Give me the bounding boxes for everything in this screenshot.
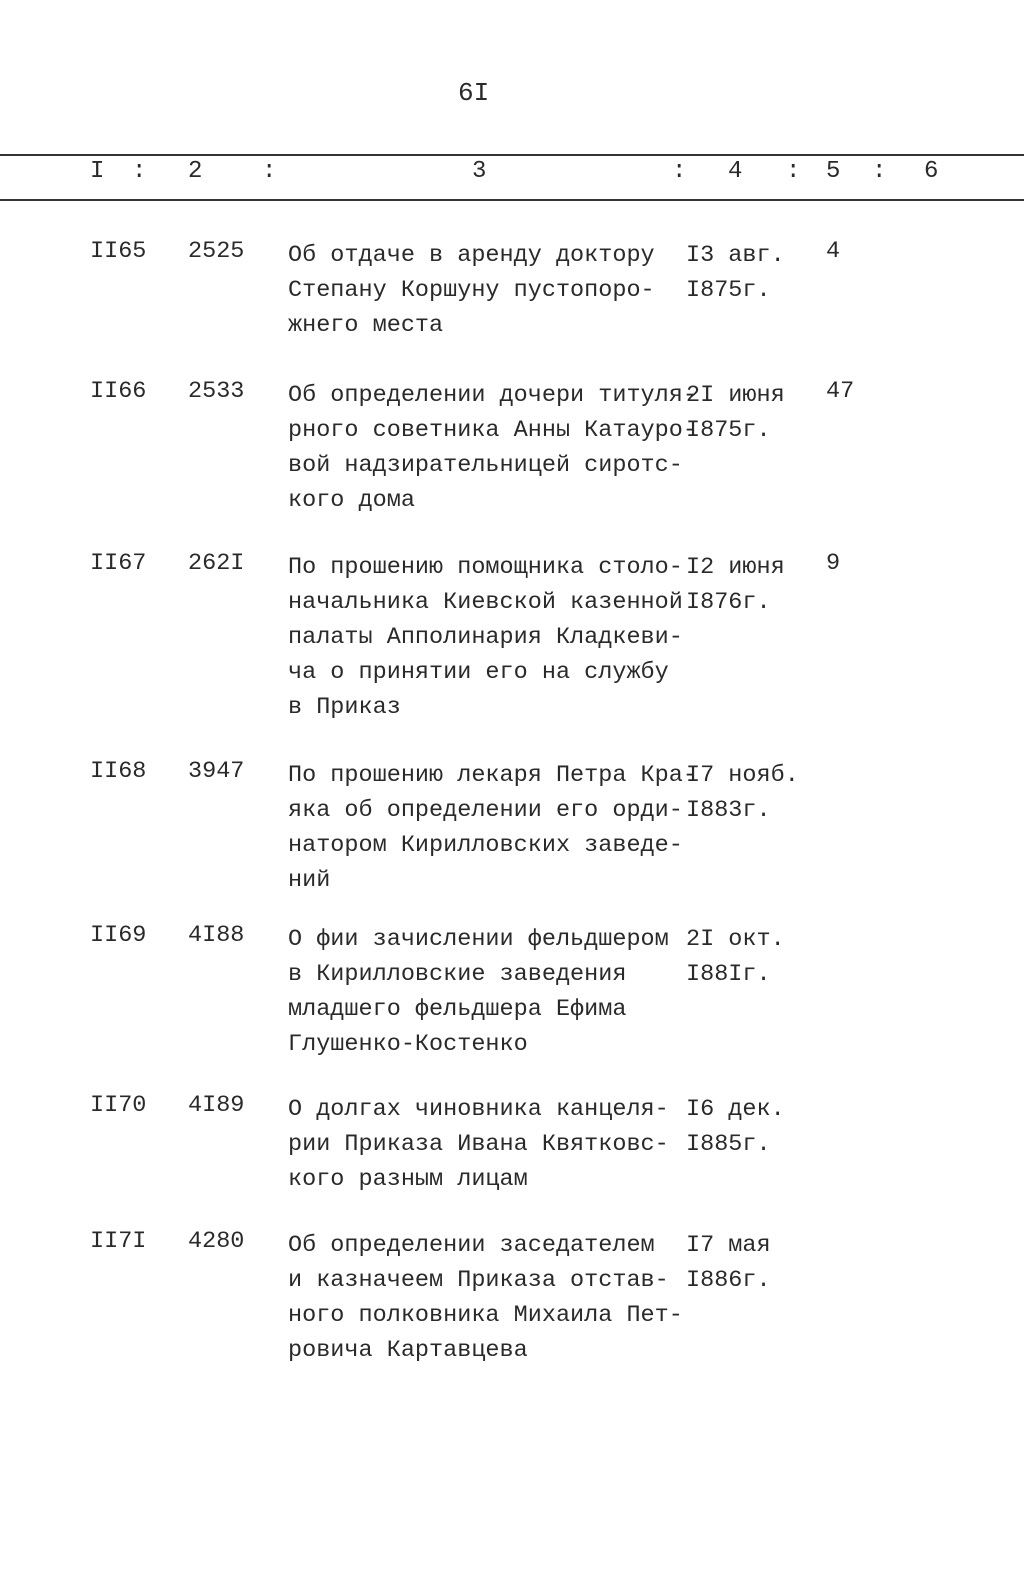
sheet-count: 47 (826, 378, 855, 405)
header-top-rule (0, 154, 1024, 156)
header-col-1: I (90, 158, 105, 185)
case-title (288, 1228, 683, 1368)
case-number: 4280 (188, 1228, 245, 1255)
item-number: II66 (90, 378, 147, 405)
header-col-2: 2 (188, 158, 203, 185)
title-line: вой надзирательницей сиротс- (288, 452, 683, 479)
title-line: натором Кирилловских заведе- (288, 832, 683, 859)
case-date (686, 238, 785, 308)
item-number: II68 (90, 758, 147, 785)
case-title (288, 922, 669, 1062)
title-line: кого разным лицам (288, 1166, 528, 1193)
header-col-6: 6 (924, 158, 939, 185)
case-date (686, 758, 799, 828)
date-line: 2I июня (686, 382, 785, 409)
title-line: палаты Апполинария Кладкеви- (288, 624, 683, 651)
case-title (288, 758, 697, 898)
date-line: I7 нояб. (686, 762, 799, 789)
date-line: I876г. (686, 589, 771, 616)
title-line: Об отдаче в аренду доктору (288, 242, 655, 269)
case-title (288, 1092, 669, 1197)
date-line: I883г. (686, 797, 771, 824)
case-title (288, 238, 655, 343)
date-line: I875г. (686, 417, 771, 444)
case-number: 4I89 (188, 1092, 245, 1119)
case-number: 4I88 (188, 922, 245, 949)
header-col-4: 4 (728, 158, 743, 185)
title-line: ровича Картавцева (288, 1337, 528, 1364)
header-sep: : (132, 158, 147, 185)
date-line: I886г. (686, 1267, 771, 1294)
title-line: рного советника Анны Катауро- (288, 417, 697, 444)
title-line: ча о принятии его на службу (288, 659, 669, 686)
title-line: Глушенко-Костенко (288, 1031, 528, 1058)
title-line: По прошению лекаря Петра Кра- (288, 762, 697, 789)
date-line: I7 мая (686, 1232, 771, 1259)
case-date (686, 1092, 785, 1162)
title-line: По прошению помощника столо- (288, 554, 683, 581)
title-line: яка об определении его орди- (288, 797, 683, 824)
header-col-3: 3 (472, 158, 487, 185)
item-number: II67 (90, 550, 147, 577)
case-title (288, 550, 683, 725)
date-line: 2I окт. (686, 926, 785, 953)
title-line: в Кирилловские заведения (288, 961, 627, 988)
title-line: в Приказ (288, 694, 401, 721)
date-line: I3 авг. (686, 242, 785, 269)
header-sep: : (262, 158, 277, 185)
page-number: 6I (458, 78, 490, 108)
title-line: младшего фельдшера Ефима (288, 996, 627, 1023)
case-date (686, 550, 785, 620)
title-line: ний (288, 867, 331, 894)
title-line: кого дома (288, 487, 415, 514)
item-number: II7I (90, 1228, 147, 1255)
header-sep: : (872, 158, 887, 185)
item-number: II70 (90, 1092, 147, 1119)
date-line: I875г. (686, 277, 771, 304)
title-line: Об определении заседателем (288, 1232, 655, 1259)
case-date (686, 378, 785, 448)
case-number: 262I (188, 550, 245, 577)
header-bottom-rule (0, 199, 1024, 201)
item-number: II65 (90, 238, 147, 265)
title-line: начальника Киевской казенной (288, 589, 683, 616)
case-number: 3947 (188, 758, 245, 785)
title-line: и казначеем Приказа отстав- (288, 1267, 669, 1294)
item-number: II69 (90, 922, 147, 949)
case-number: 2525 (188, 238, 245, 265)
title-line: Об определении дочери титуля- (288, 382, 697, 409)
date-line: I6 дек. (686, 1096, 785, 1123)
case-number: 2533 (188, 378, 245, 405)
title-line: рии Приказа Ивана Квятковс- (288, 1131, 669, 1158)
date-line: I885г. (686, 1131, 771, 1158)
header-col-5: 5 (826, 158, 841, 185)
title-line: Степану Коршуну пустопоро- (288, 277, 655, 304)
sheet-count: 4 (826, 238, 841, 265)
title-line: О долгах чиновника канцеля- (288, 1096, 669, 1123)
header-sep: : (672, 158, 687, 185)
date-line: I88Iг. (686, 961, 771, 988)
sheet-count: 9 (826, 550, 841, 577)
title-line: жнего места (288, 312, 444, 339)
case-date (686, 922, 785, 992)
case-title (288, 378, 697, 518)
header-sep: : (786, 158, 801, 185)
case-date (686, 1228, 771, 1298)
date-line: I2 июня (686, 554, 785, 581)
title-line: О фии зачислении фельдшером (288, 926, 669, 953)
title-line: ного полковника Михаила Пет- (288, 1302, 683, 1329)
